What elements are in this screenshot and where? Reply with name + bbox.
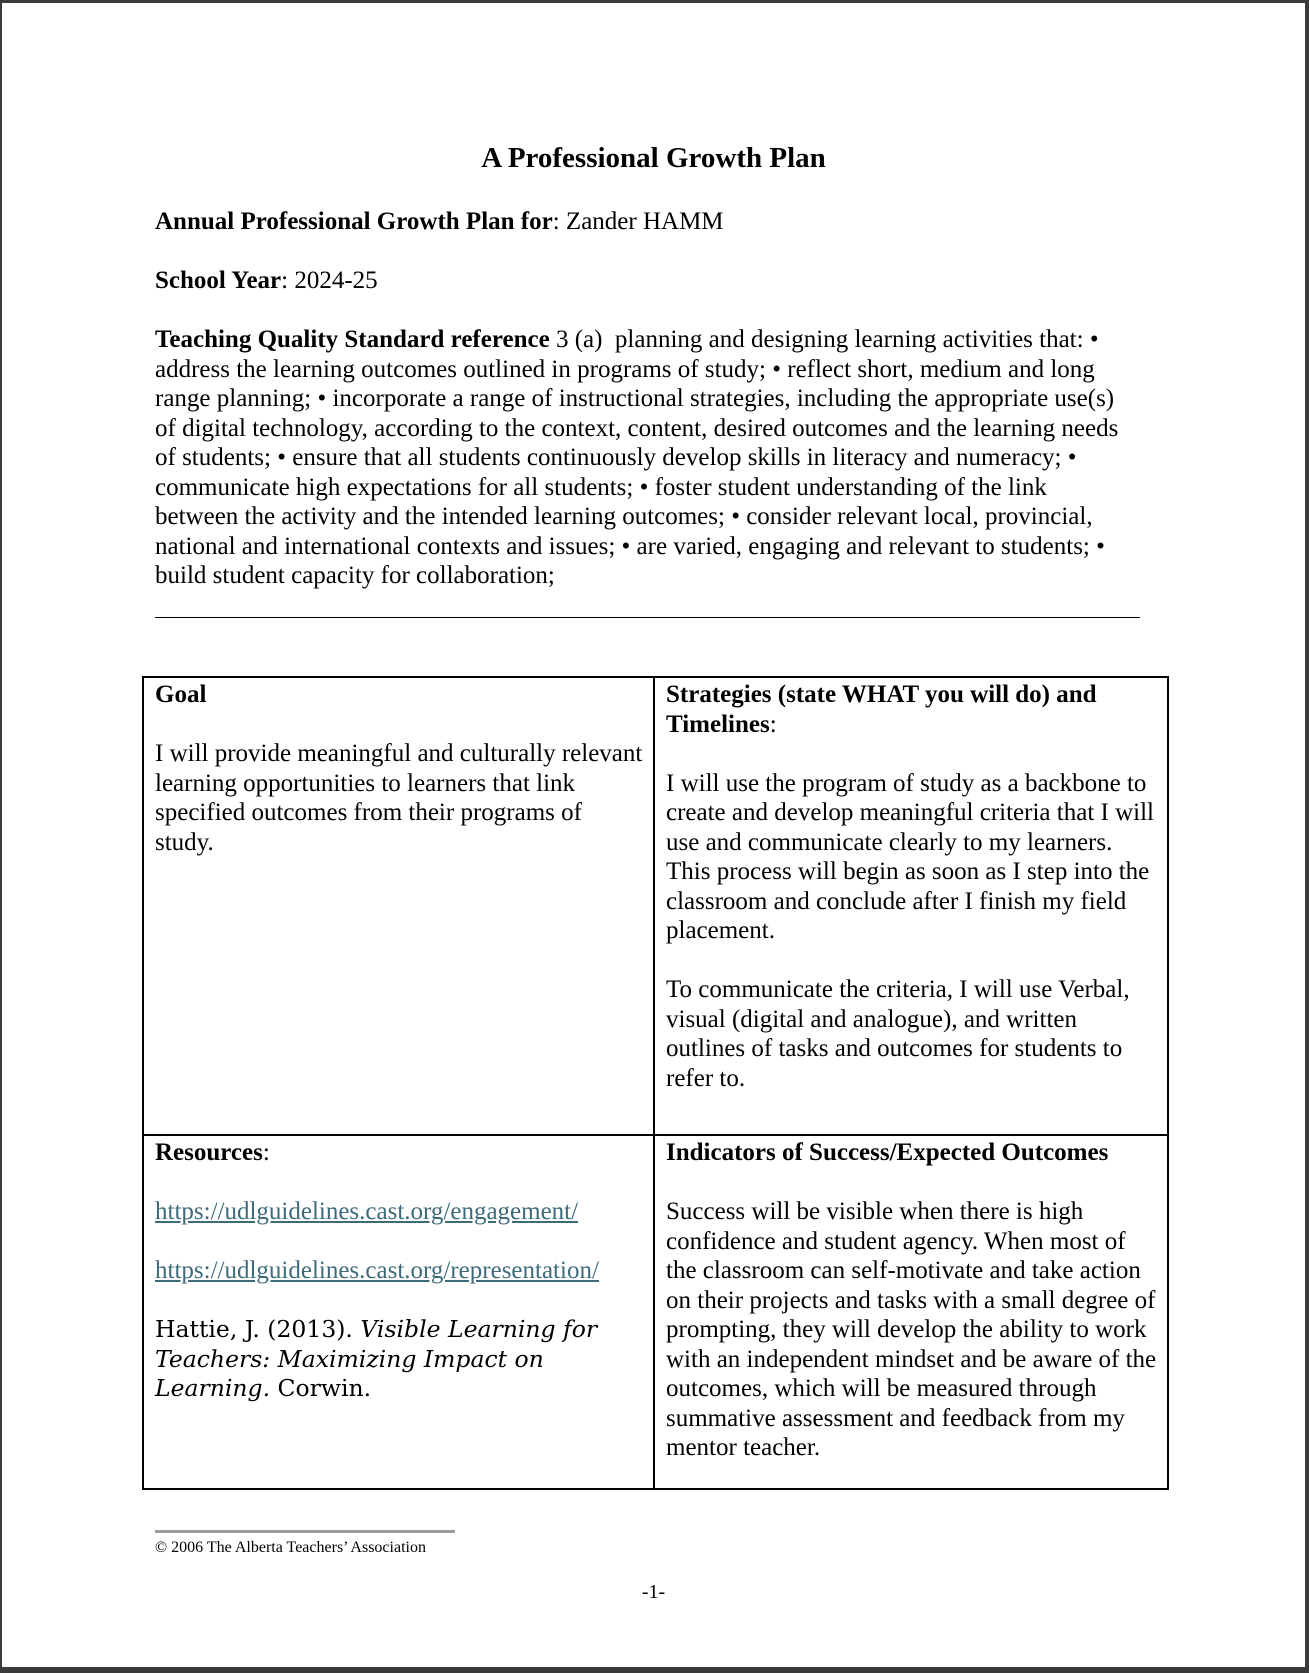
plan-for-name: Zander HAMM bbox=[565, 208, 724, 235]
indicators-heading: Indicators of Success/Expected Outcomes bbox=[666, 1139, 1109, 1166]
tqs-paragraph bbox=[155, 325, 1145, 591]
table-row bbox=[143, 1135, 1168, 1489]
tqs-line: communicate high expectations for all students; • foster student understanding of the link bbox=[155, 473, 1047, 501]
strategies-cell bbox=[654, 677, 1168, 1135]
tqs-line: range planning; • incorporate a range of instructional strategies, including the appropriate use(s) bbox=[155, 385, 1115, 412]
strategies-paragraph: To communicate the criteria, I will use Verbal, visual (digital and analogue), and written outlines of tasks and outcomes for students to refer to. bbox=[666, 976, 1130, 1092]
tqs-line: build student capacity for collaboration; bbox=[155, 562, 555, 589]
tqs-line: national and international contexts and issues; • are varied, engaging and relevant to students; • bbox=[155, 532, 1105, 560]
tqs-line: of students; • ensure that all students continuously develop skills in literacy and numeracy; • bbox=[155, 444, 1077, 471]
goal-cell bbox=[143, 677, 654, 1135]
strategies-paragraph: I will use the program of study as a backbone to create and develop meaningful criteria that I will use and communicate clearly to my learners. This process will begin as soon as I step into the classroom and conclude after I finish my field placement. bbox=[666, 769, 1154, 944]
resources-cell bbox=[143, 1135, 654, 1489]
plan-for-label: Annual Professional Growth Plan for bbox=[155, 208, 553, 235]
resources-heading bbox=[155, 1138, 643, 1168]
table-row bbox=[143, 677, 1168, 1135]
indicators-cell bbox=[654, 1135, 1168, 1489]
indicators-text: Success will be visible when there is high confidence and student agency. When most of the classroom can self-motivate and take action on their projects and tasks with a small degree of prompting, they will develop the ability to work with an independent mindset and be aware of the outcomes, which will be measured through summative assessment and feedback from my mentor teacher. bbox=[666, 1198, 1157, 1461]
school-year-label: School Year bbox=[155, 267, 282, 294]
hattie-citation bbox=[155, 1315, 643, 1404]
goal-text: I will provide meaningful and culturally relevant learning opportunities to learners that link specified outcomes from their programs of study. bbox=[155, 740, 643, 856]
tqs-line: of digital technology, according to the context, content, desired outcomes and the learning needs bbox=[155, 414, 1119, 442]
resources-heading-colon: : bbox=[262, 1139, 270, 1166]
plan-for-line bbox=[155, 207, 1145, 237]
school-year-value: 2024-25 bbox=[294, 267, 378, 294]
strategies-heading-text: Strategies (state WHAT you will do) and Timelines bbox=[666, 681, 1097, 738]
tqs-label: Teaching Quality Standard reference bbox=[155, 326, 550, 353]
citation-publisher: Corwin. bbox=[270, 1374, 372, 1402]
tqs-line: 3 (a) planning and designing learning activities that: • bbox=[549, 326, 1099, 353]
school-year-separator: : bbox=[281, 267, 295, 294]
udl-engagement-link[interactable]: https://udlguidelines.cast.org/engagement/ bbox=[155, 1198, 579, 1225]
goal-heading: Goal bbox=[155, 681, 207, 708]
document-page bbox=[2, 3, 1305, 1667]
tqs-line: between the activity and the intended learning outcomes; • consider relevant local, provincial, bbox=[155, 503, 1093, 530]
growth-plan-table bbox=[142, 676, 1169, 1490]
page-number: -1- bbox=[641, 1581, 666, 1603]
citation-author-year: Hattie, J. (2013). bbox=[155, 1315, 361, 1343]
copyright-footnote: © 2006 The Alberta Teachers’ Association bbox=[155, 1539, 426, 1556]
citation-title: Visible Learning for Teachers: Maximizing Impact on Learning. bbox=[155, 1315, 598, 1402]
horizontal-rule bbox=[155, 617, 1140, 618]
udl-representation-link[interactable]: https://udlguidelines.cast.org/representation/ bbox=[155, 1257, 599, 1284]
strategies-heading-colon: : bbox=[769, 710, 777, 738]
tqs-line: address the learning outcomes outlined in programs of study; • reflect short, medium and long bbox=[155, 355, 1095, 383]
strategies-heading bbox=[666, 680, 1157, 739]
school-year-line bbox=[155, 266, 1145, 296]
resources-heading-text: Resources bbox=[155, 1139, 263, 1166]
footnote-separator bbox=[155, 1530, 455, 1533]
plan-for-separator: : bbox=[552, 208, 566, 235]
document-title: A Professional Growth Plan bbox=[481, 142, 826, 174]
